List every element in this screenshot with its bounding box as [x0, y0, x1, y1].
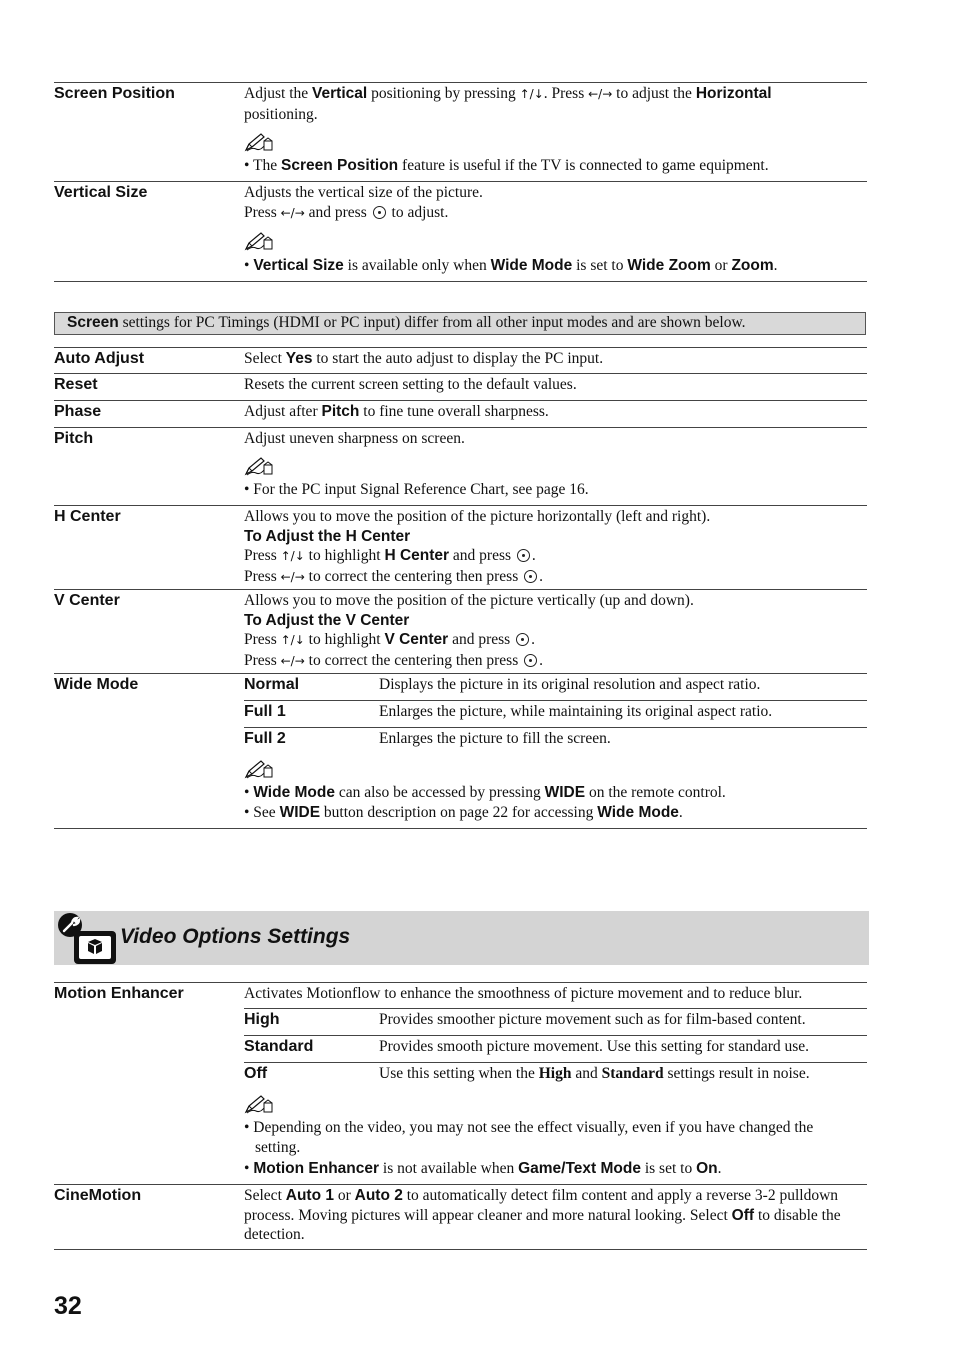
desc-screen-position: Adjust the Vertical positioning by pressing ↑/↓. Press ←/→ to adjust the Horizontal positioning.: [244, 85, 772, 123]
desc-pitch: Adjust uneven sharpness on screen.: [244, 430, 465, 447]
enter-button-icon: [517, 549, 530, 562]
term-wide-mode: Wide Mode: [54, 676, 139, 693]
option-full-2-desc: Enlarges the picture to fill the screen.: [379, 730, 611, 747]
divider: [244, 700, 867, 701]
desc-auto-adjust: Select Yes to start the auto adjust to display the PC input.: [244, 350, 604, 367]
term-motion-enhancer: Motion Enhancer: [54, 985, 184, 1002]
divider: [54, 347, 867, 348]
section-title: Video Options Settings: [120, 925, 351, 948]
desc-v-center: Allows you to move the position of the picture vertically (up and down). To Adjust the V Center Press ↑/↓ to highlight V Center and press . Press ←/→ to correct the centering then press .: [244, 592, 694, 669]
desc-phase: Adjust after Pitch to fine tune overall sharpness.: [244, 403, 549, 420]
term-auto-adjust: Auto Adjust: [54, 350, 145, 367]
option-normal-desc: Displays the picture in its original resolution and aspect ratio.: [379, 676, 761, 693]
divider: [54, 1184, 867, 1185]
divider: [54, 982, 867, 983]
divider: [54, 1249, 867, 1250]
divider: [54, 427, 867, 428]
term-phase: Phase: [54, 403, 102, 420]
up-down-arrow-icon: ↑/↓: [280, 633, 305, 647]
term-screen-position: Screen Position: [54, 85, 175, 102]
divider: [54, 828, 867, 829]
left-right-arrow-icon: ←/→: [280, 569, 305, 584]
term-reset: Reset: [54, 376, 98, 393]
up-down-arrow-icon: ↑/↓: [280, 549, 305, 563]
note-pencil-icon: [244, 456, 274, 476]
option-full-2: Full 2: [244, 730, 286, 747]
option-high: High: [244, 1011, 280, 1028]
divider: [54, 589, 867, 590]
divider: [54, 673, 867, 674]
pc-timings-banner: Screen settings for PC Timings (HDMI or PC input) differ from all other input modes and are shown below.: [54, 312, 866, 335]
section-header: [54, 911, 869, 965]
up-down-arrow-icon: ↑/↓: [519, 87, 544, 101]
option-standard: Standard: [244, 1038, 314, 1055]
note-pencil-icon: [244, 1094, 274, 1114]
desc-cinemotion: Select Auto 1 or Auto 2 to automatically detect film content and apply a reverse 3-2 pulldown process. Moving pictures will appear cleaner and more natural looking. Select Off to disable the detection.: [244, 1187, 841, 1243]
option-standard-desc: Provides smooth picture movement. Use this setting for standard use.: [379, 1038, 810, 1055]
enter-button-icon: [373, 206, 386, 219]
divider: [244, 1008, 867, 1009]
term-pitch: Pitch: [54, 430, 94, 447]
desc-vertical-size: Adjusts the vertical size of the picture. Press ←/→ and press to adjust.: [244, 184, 483, 221]
option-full-1: Full 1: [244, 703, 286, 720]
heading-adjust-v-center: To Adjust the V Center: [244, 611, 410, 629]
desc-motion-enhancer: Activates Motionflow to enhance the smoothness of picture movement and to reduce blur.: [244, 985, 803, 1002]
video-options-icon: [56, 911, 118, 965]
enter-button-icon: [516, 633, 529, 646]
left-right-arrow-icon: ←/→: [588, 87, 613, 101]
note-motion-enhancer: [244, 1118, 854, 1179]
option-normal: Normal: [244, 676, 300, 693]
term-cinemotion: CineMotion: [54, 1187, 142, 1204]
divider: [54, 181, 867, 182]
note-screen-position: • The Screen Position feature is useful if the TV is connected to game equipment.: [244, 157, 769, 174]
option-off: Off: [244, 1065, 268, 1082]
note-depending-on-video: • Depending on the video, you may not see the effect visually, even if you have changed the setting.: [244, 1119, 814, 1156]
enter-button-icon: [524, 654, 537, 667]
option-off-desc: Use this setting when the High and Standard settings result in noise.: [379, 1065, 810, 1082]
divider: [54, 400, 867, 401]
page-number: 32: [54, 1292, 82, 1320]
option-full-1-desc: Enlarges the picture, while maintaining its original aspect ratio.: [379, 703, 773, 720]
divider: [54, 373, 867, 374]
option-high-desc: Provides smoother picture movement such as for film-based content.: [379, 1011, 806, 1028]
note-wide-mode: • Wide Mode can also be accessed by pressing WIDE on the remote control. • See WIDE button description on page 22 for accessing Wide Mode.: [244, 784, 726, 821]
left-right-arrow-icon: ←/→: [280, 653, 305, 668]
divider: [54, 281, 867, 282]
note-not-available: • Motion Enhancer is not available when Game/Text Mode is set to On.: [244, 1160, 722, 1177]
enter-button-icon: [524, 570, 537, 583]
desc-h-center: Allows you to move the position of the picture horizontally (left and right). To Adjust the H Center Press ↑/↓ to highlight H Center and press . Press ←/→ to correct the centering then press .: [244, 508, 711, 585]
divider: [244, 1035, 867, 1036]
term-v-center: V Center: [54, 592, 120, 609]
heading-adjust-h-center: To Adjust the H Center: [244, 527, 411, 545]
divider: [244, 727, 867, 728]
note-pitch: • For the PC input Signal Reference Chart, see page 16.: [244, 481, 589, 498]
left-right-arrow-icon: ←/→: [280, 205, 305, 220]
divider: [244, 1062, 867, 1063]
note-pencil-icon: [244, 231, 274, 251]
term-h-center: H Center: [54, 508, 121, 525]
note-pencil-icon: [244, 132, 274, 152]
divider: [54, 82, 867, 83]
note-pencil-icon: [244, 759, 274, 779]
divider: [54, 505, 867, 506]
term-vertical-size: Vertical Size: [54, 184, 148, 201]
note-vertical-size: • Vertical Size is available only when Wide Mode is set to Wide Zoom or Zoom.: [244, 257, 778, 274]
desc-reset: Resets the current screen setting to the default values.: [244, 376, 577, 393]
